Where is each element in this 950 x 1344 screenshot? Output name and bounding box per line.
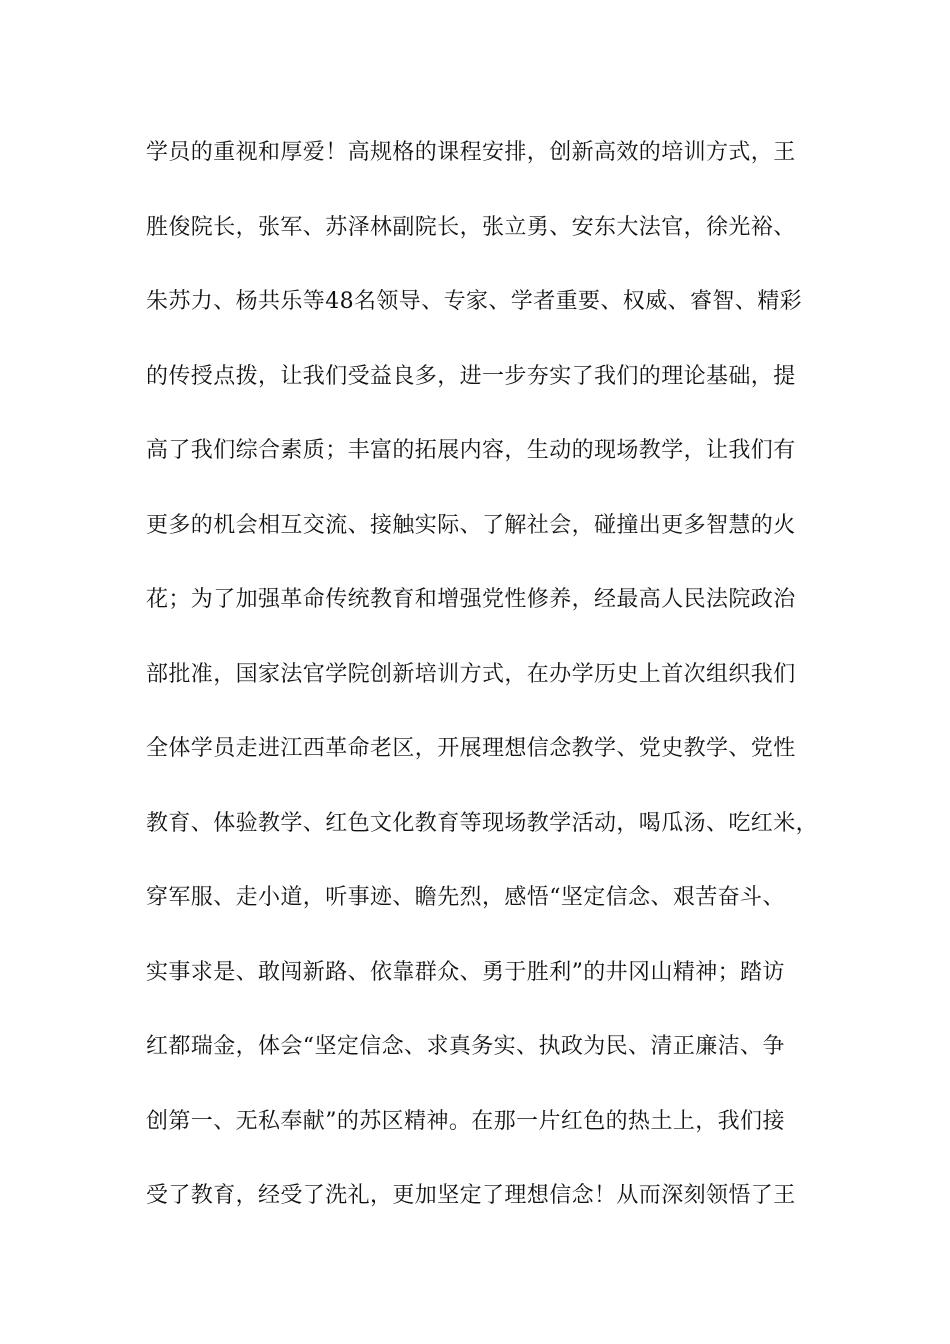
paragraph-line: 花；为了加强革命传统教育和增强党性修养，经最高人民法院政治: [146, 587, 796, 612]
paragraph-line: 全体学员走进江西革命老区，开展理想信念教学、党史教学、党性: [146, 736, 796, 761]
paragraph-line: 的传授点拨，让我们受益良多，进一步夯实了我们的理论基础，提: [146, 363, 796, 389]
paragraph-line: 更多的机会相互交流、接触实际、了解社会，碰撞出更多智慧的火: [146, 512, 796, 538]
paragraph-line: 受了教育，经受了洗礼，更加坚定了理想信念！从而深刻领悟了王: [146, 1183, 796, 1208]
paragraph-line: 高了我们综合素质；丰富的拓展内容，生动的现场教学，让我们有: [146, 438, 796, 463]
paragraph-line: 部批准，国家法官学院创新培训方式，在办学历史上首次组织我们: [146, 661, 796, 687]
paragraph-line: 教育、体验教学、红色文化教育等现场教学活动，喝瓜汤、吃红米，: [146, 810, 819, 836]
paragraph-line: 胜俊院长，张军、苏泽林副院长，张立勇、安东大法官，徐光裕、: [146, 214, 796, 240]
paragraph-line: 创第一、无私奉献”的苏区精神。在那一片红色的热土上，我们接: [146, 1108, 785, 1134]
paragraph-line: 红都瑞金，体会“坚定信念、求真务实、执政为民、清正廉洁、争: [146, 1034, 785, 1059]
paragraph-line: 实事求是、敢闯新路、依靠群众、勇于胜利”的井冈山精神；踏访: [146, 959, 785, 985]
paragraph-line: 穿军服、走小道，听事迹、瞻先烈，感悟“坚定信念、艰苦奋斗、: [146, 885, 785, 910]
paragraph-line: 学员的重视和厚爱！高规格的课程安排，创新高效的培训方式，王: [146, 140, 796, 165]
paragraph-line: 朱苏力、杨共乐等48名领导、专家、学者重要、权威、睿智、精彩: [146, 289, 802, 314]
body-paragraph: [146, 131, 836, 1249]
